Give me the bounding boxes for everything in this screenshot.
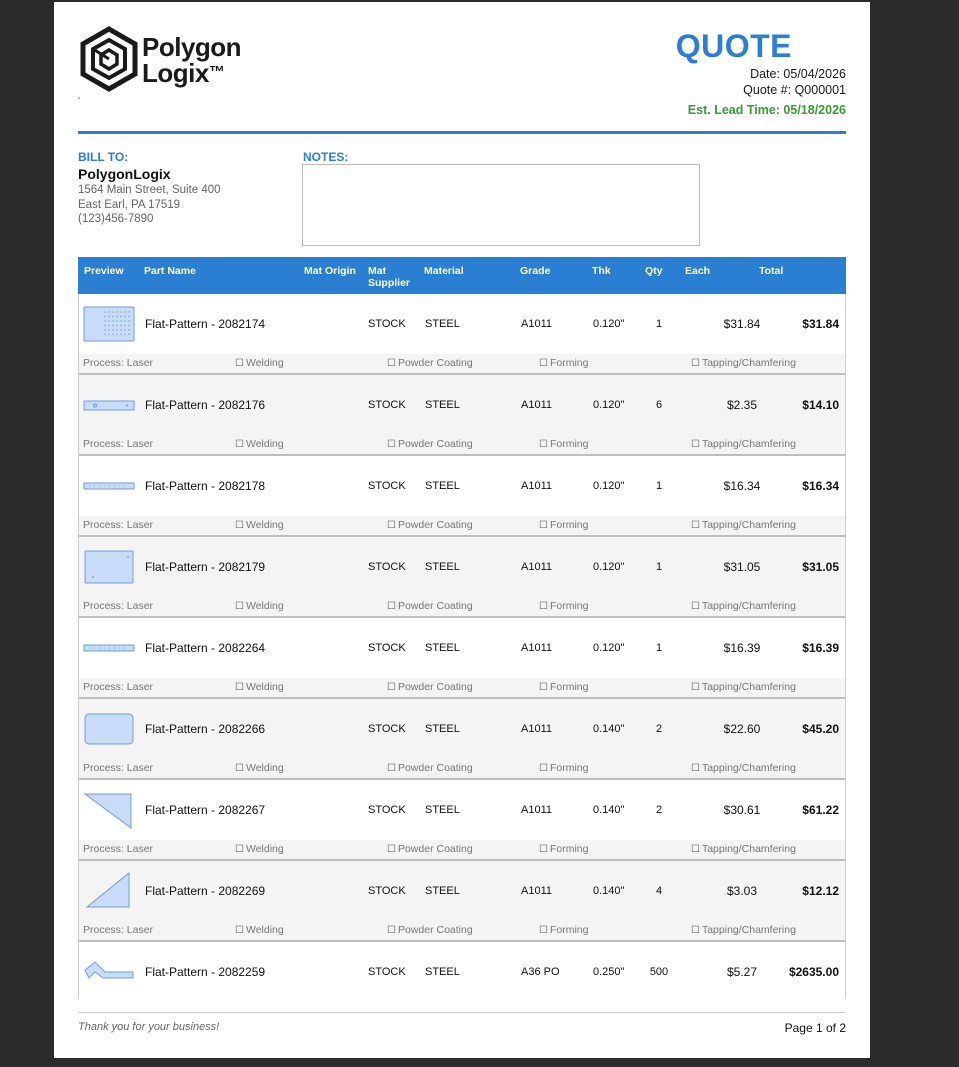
process-options (79, 435, 845, 454)
line-total: $45.20 (802, 722, 839, 736)
mat-supplier: STOCK (368, 885, 406, 897)
process-options (79, 921, 845, 940)
process-label: Process: Laser (83, 681, 154, 693)
part-preview-icon (83, 709, 135, 749)
process-options (79, 840, 845, 859)
checkbox-icon: ☐ (387, 763, 396, 774)
part-name: Flat-Pattern - 2082266 (145, 722, 266, 736)
process-options (79, 516, 845, 535)
checkbox-icon: ☐ (235, 682, 244, 693)
mat-supplier: STOCK (368, 966, 406, 978)
address-line-2: East Earl, PA 17519 (78, 198, 181, 211)
option-tapping-chamfering: ☐ Tapping/Chamfering (691, 924, 796, 936)
mat-supplier: STOCK (368, 399, 406, 411)
header-mat-supplier: Mat Supplier (368, 265, 411, 289)
quantity: 1 (655, 480, 663, 492)
part-name: Flat-Pattern - 2082176 (145, 398, 266, 412)
option-tapping-chamfering: ☐ Tapping/Chamfering (691, 762, 796, 774)
row-main (79, 375, 845, 435)
option-welding: ☐ Welding (235, 519, 284, 531)
quote-meta (743, 66, 846, 98)
address-line-1: 1564 Main Street, Suite 400 (78, 184, 221, 196)
part-preview-icon (83, 790, 135, 830)
process-label: Process: Laser (83, 438, 154, 450)
quote-number: Quote #: Q000001 (743, 83, 846, 97)
quantity: 1 (655, 561, 663, 573)
mat-supplier: STOCK (368, 804, 406, 816)
checkbox-icon: ☐ (387, 682, 396, 693)
checkbox-icon: ☐ (235, 844, 244, 855)
checkbox-icon: ☐ (387, 844, 396, 855)
quantity: 1 (655, 642, 663, 654)
option-powder-coating: ☐ Powder Coating (387, 357, 473, 369)
material: STEEL (425, 804, 460, 816)
checkbox-icon: ☐ (691, 439, 700, 450)
process-label: Process: Laser (83, 519, 154, 531)
grade: A1011 (521, 804, 552, 816)
material: STEEL (425, 480, 460, 492)
material: STEEL (425, 966, 460, 978)
checkbox-icon: ☐ (387, 601, 396, 612)
checkbox-icon: ☐ (387, 439, 396, 450)
table-row (79, 780, 845, 861)
quantity: 4 (655, 885, 663, 897)
checkbox-icon: ☐ (235, 358, 244, 369)
unit-price: $2.35 (726, 398, 758, 412)
checkbox-icon: ☐ (691, 925, 700, 936)
quantity: 6 (655, 399, 663, 411)
bill-to-label: BILL TO: (78, 150, 129, 164)
checkbox-icon: ☐ (691, 601, 700, 612)
grade: A1011 (521, 723, 552, 735)
line-total: $16.34 (802, 479, 839, 493)
grade: A36 PO (521, 966, 560, 978)
grade: A1011 (521, 399, 552, 411)
option-welding: ☐ Welding (235, 600, 284, 612)
line-total: $2635.00 (788, 965, 839, 979)
table-row (79, 456, 845, 537)
option-welding: ☐ Welding (235, 843, 284, 855)
option-welding: ☐ Welding (235, 357, 284, 369)
page-number: Page 1 of 2 (784, 1021, 846, 1035)
part-name: Flat-Pattern - 2082267 (145, 803, 266, 817)
checkbox-icon: ☐ (539, 358, 548, 369)
part-name: Flat-Pattern - 2082179 (145, 560, 266, 574)
process-options (79, 354, 845, 373)
part-preview-icon (83, 952, 135, 992)
quote-title: QUOTE (675, 28, 792, 64)
option-powder-coating: ☐ Powder Coating (387, 924, 473, 936)
material: STEEL (425, 642, 460, 654)
table-row (79, 537, 845, 618)
unit-price: $5.27 (726, 965, 758, 979)
unit-price: $31.05 (723, 560, 761, 574)
option-forming: ☐ Forming (539, 681, 589, 693)
checkbox-icon: ☐ (235, 763, 244, 774)
company-name: Polygon Logix™ (142, 32, 242, 88)
thickness: 0.140" (593, 723, 625, 735)
bill-to-address (78, 183, 221, 227)
option-powder-coating: ☐ Powder Coating (387, 438, 473, 450)
line-total: $16.39 (802, 641, 839, 655)
option-forming: ☐ Forming (539, 438, 589, 450)
option-tapping-chamfering: ☐ Tapping/Chamfering (691, 681, 796, 693)
mat-supplier: STOCK (368, 642, 406, 654)
mat-supplier: STOCK (368, 318, 406, 330)
process-options (79, 759, 845, 778)
table-row (79, 942, 845, 999)
part-name: Flat-Pattern - 2082259 (145, 965, 266, 979)
line-total: $31.05 (802, 560, 839, 574)
part-name: Flat-Pattern - 2082178 (145, 479, 266, 493)
option-forming: ☐ Forming (539, 924, 589, 936)
lead-time: Est. Lead Time: 05/18/2026 (687, 103, 846, 117)
material: STEEL (425, 561, 460, 573)
material: STEEL (425, 399, 460, 411)
thickness: 0.120" (593, 318, 625, 330)
option-forming: ☐ Forming (539, 519, 589, 531)
checkbox-icon: ☐ (539, 763, 548, 774)
process-label: Process: Laser (83, 357, 154, 369)
row-main (79, 618, 845, 678)
checkbox-icon: ☐ (539, 844, 548, 855)
process-options (79, 678, 845, 697)
table-row (79, 699, 845, 780)
option-welding: ☐ Welding (235, 924, 284, 936)
part-preview-icon (83, 385, 135, 425)
material: STEEL (425, 885, 460, 897)
quantity: 2 (655, 723, 663, 735)
header-total: Total (759, 265, 784, 277)
process-label: Process: Laser (83, 762, 154, 774)
header-mat-origin: Mat Origin (304, 265, 356, 277)
checkbox-icon: ☐ (691, 358, 700, 369)
footer-thanks: Thank you for your business! (78, 1021, 220, 1033)
table-row (79, 375, 845, 456)
line-total: $12.12 (802, 884, 839, 898)
option-powder-coating: ☐ Powder Coating (387, 843, 473, 855)
phone: (123)456-7890 (78, 213, 154, 225)
table-header (78, 257, 846, 294)
option-forming: ☐ Forming (539, 357, 589, 369)
thickness: 0.250" (593, 966, 625, 978)
mat-supplier: STOCK (368, 561, 406, 573)
process-label: Process: Laser (83, 924, 154, 936)
row-main (79, 780, 845, 840)
thickness: 0.140" (593, 804, 625, 816)
notes-box (302, 164, 700, 246)
checkbox-icon: ☐ (387, 925, 396, 936)
option-welding: ☐ Welding (235, 681, 284, 693)
part-name: Flat-Pattern - 2082264 (145, 641, 266, 655)
option-tapping-chamfering: ☐ Tapping/Chamfering (691, 600, 796, 612)
company-logo (78, 26, 248, 96)
checkbox-icon: ☐ (235, 520, 244, 531)
notes-label: NOTES: (303, 150, 349, 164)
option-powder-coating: ☐ Powder Coating (387, 519, 473, 531)
header-qty: Qty (645, 265, 663, 277)
checkbox-icon: ☐ (539, 520, 548, 531)
part-preview-icon (83, 871, 135, 911)
unit-price: $30.61 (723, 803, 761, 817)
checkbox-icon: ☐ (539, 925, 548, 936)
option-tapping-chamfering: ☐ Tapping/Chamfering (691, 357, 796, 369)
quantity: 1 (655, 318, 663, 330)
header-divider (78, 131, 846, 134)
option-powder-coating: ☐ Powder Coating (387, 681, 473, 693)
checkbox-icon: ☐ (691, 520, 700, 531)
checkbox-icon: ☐ (235, 601, 244, 612)
process-options (79, 597, 845, 616)
unit-price: $16.39 (723, 641, 761, 655)
checkbox-icon: ☐ (539, 601, 548, 612)
checkbox-icon: ☐ (235, 925, 244, 936)
header-each: Each (685, 265, 711, 277)
logo-mark-dot: ' (78, 96, 80, 107)
line-total: $31.84 (802, 317, 839, 331)
checkbox-icon: ☐ (691, 682, 700, 693)
footer-divider (78, 1012, 846, 1013)
part-preview-icon (83, 304, 135, 344)
option-tapping-chamfering: ☐ Tapping/Chamfering (691, 843, 796, 855)
checkbox-icon: ☐ (235, 439, 244, 450)
unit-price: $31.84 (723, 317, 761, 331)
row-main (79, 699, 845, 759)
grade: A1011 (521, 561, 552, 573)
option-tapping-chamfering: ☐ Tapping/Chamfering (691, 519, 796, 531)
checkbox-icon: ☐ (691, 844, 700, 855)
header-part-name: Part Name (144, 265, 196, 277)
part-preview-icon (83, 628, 135, 668)
thickness: 0.120" (593, 480, 625, 492)
table-row (79, 618, 845, 699)
checkbox-icon: ☐ (691, 763, 700, 774)
thickness: 0.120" (593, 399, 625, 411)
quote-page (54, 2, 870, 1058)
option-powder-coating: ☐ Powder Coating (387, 762, 473, 774)
mat-supplier: STOCK (368, 480, 406, 492)
process-label: Process: Laser (83, 600, 154, 612)
option-welding: ☐ Welding (235, 762, 284, 774)
line-total: $14.10 (802, 398, 839, 412)
quote-table-body (78, 294, 846, 999)
unit-price: $16.34 (723, 479, 761, 493)
part-preview-icon (83, 547, 135, 587)
thickness: 0.120" (593, 642, 625, 654)
polygon-logo-icon (78, 26, 140, 92)
line-total: $61.22 (802, 803, 839, 817)
quote-date: Date: 05/04/2026 (750, 67, 846, 81)
process-label: Process: Laser (83, 843, 154, 855)
option-welding: ☐ Welding (235, 438, 284, 450)
header-material: Material (424, 265, 464, 277)
grade: A1011 (521, 642, 552, 654)
unit-price: $3.03 (726, 884, 758, 898)
header-thk: Thk (592, 265, 611, 277)
checkbox-icon: ☐ (539, 682, 548, 693)
quantity: 500 (649, 966, 669, 978)
header-grade: Grade (520, 265, 551, 277)
unit-price: $22.60 (723, 722, 761, 736)
grade: A1011 (521, 480, 552, 492)
grade: A1011 (521, 318, 552, 330)
header-preview: Preview (84, 265, 124, 277)
checkbox-icon: ☐ (387, 520, 396, 531)
part-name: Flat-Pattern - 2082174 (145, 317, 266, 331)
part-name: Flat-Pattern - 2082269 (145, 884, 266, 898)
option-powder-coating: ☐ Powder Coating (387, 600, 473, 612)
option-tapping-chamfering: ☐ Tapping/Chamfering (691, 438, 796, 450)
option-forming: ☐ Forming (539, 843, 589, 855)
mat-supplier: STOCK (368, 723, 406, 735)
checkbox-icon: ☐ (539, 439, 548, 450)
thickness: 0.140" (593, 885, 625, 897)
row-main (79, 456, 845, 516)
part-preview-icon (83, 466, 135, 506)
checkbox-icon: ☐ (387, 358, 396, 369)
table-row (79, 294, 845, 375)
row-main (79, 294, 845, 354)
thickness: 0.120" (593, 561, 625, 573)
row-main (79, 861, 845, 921)
row-main (79, 537, 845, 597)
table-row (79, 861, 845, 942)
bill-to-name: PolygonLogix (78, 166, 171, 182)
row-main (79, 942, 845, 999)
option-forming: ☐ Forming (539, 762, 589, 774)
option-forming: ☐ Forming (539, 600, 589, 612)
quantity: 2 (655, 804, 663, 816)
material: STEEL (425, 318, 460, 330)
material: STEEL (425, 723, 460, 735)
grade: A1011 (521, 885, 552, 897)
